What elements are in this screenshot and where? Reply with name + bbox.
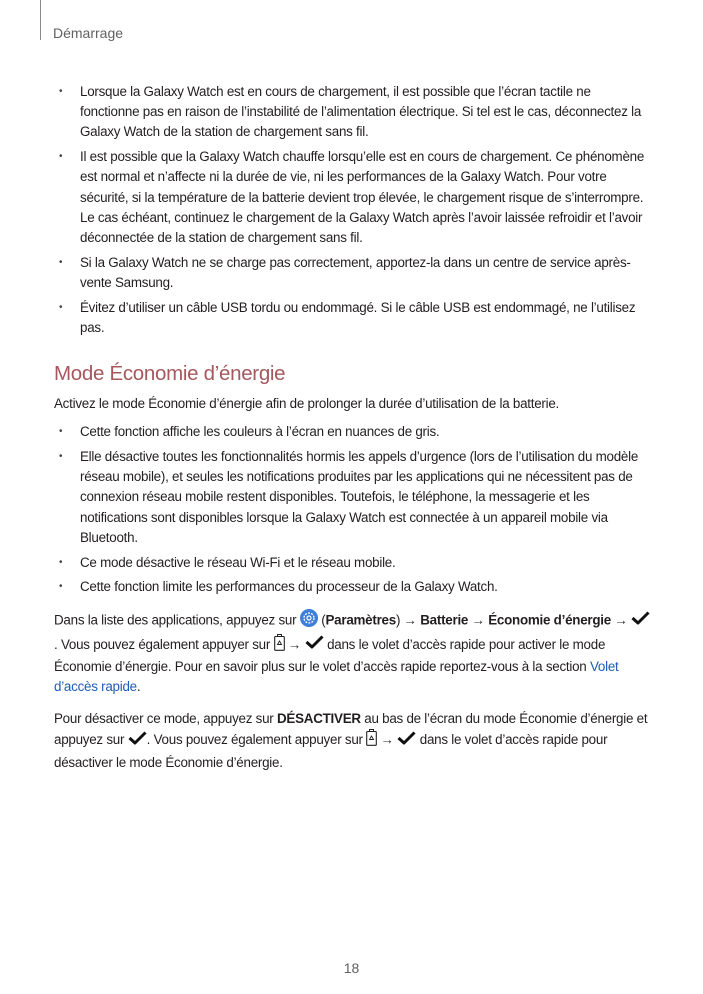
quick-panel-link[interactable]: Volet d’accès rapide <box>54 658 619 695</box>
bullet-icon: • <box>59 451 63 463</box>
chapter-header: Démarrage <box>53 25 124 41</box>
list-item: • Évitez d’utiliser un câble USB tordu ou endommagé. Si le câble USB est endommagé, ne l’utilisez pas. <box>59 299 636 335</box>
section-title: Mode Économie d’énergie <box>54 361 286 385</box>
list-item: • Cette fonction limite les performances du processeur de la Galaxy Watch. <box>54 577 652 597</box>
power-saving-battery-icon <box>366 729 377 752</box>
enable-instructions: Dans la liste des applications, appuyez sur (Paramètres) → Batterie → Économie d’énergie → . Vous pouvez également appuyer sur → dans le volet d’accès rapide pour activer le mode Économie d’énergie. Pour en savoir plus sur le volet d’accès rapide reportez-vous à la section Volet d’accès rapide. <box>54 609 652 697</box>
bullet-icon: • <box>59 256 63 268</box>
power-saving-battery-icon <box>274 634 285 657</box>
charging-notes-list <box>54 82 652 338</box>
page-content <box>54 82 652 781</box>
list-item: • Il est possible que la Galaxy Watch chauffe lorsqu’elle est en cours de chargement. Ce phénomène est normal et n’affecte ni la durée de vie, ni les performances de la Galaxy Watch. Pour votre sécurité, si la température de la batterie devient trop élevée, le chargement risque de s’interrompre. Le cas échéant, continuez le chargement de la Galaxy Watch après l’avoir laissée refroidir et l’avoir déconnectée de la station de chargement sans fil. <box>59 149 645 245</box>
bullet-icon: • <box>59 426 63 438</box>
bullet-icon: • <box>59 556 63 568</box>
list-item: • Ce mode désactive le réseau Wi-Fi et le réseau mobile. <box>54 553 652 573</box>
page-number: 18 <box>343 960 360 976</box>
list-item: • Elle désactive toutes les fonctionnalités hormis les appels d’urgence (lors de l’utilisation du modèle réseau mobile), et seules les notifications produites par les applications qui ne nécessitent pas de connexion réseau mobile restent disponibles. Toutefois, le téléphone, la messagerie et les notifications sont disponibles lorsque la Galaxy Watch est connectée à un appareil mobile via Bluetooth. <box>59 449 639 545</box>
power-saving-features-list <box>54 422 652 597</box>
checkmark-icon <box>305 635 324 655</box>
list-item: • Cette fonction affiche les couleurs à l’écran en nuances de gris. <box>54 422 652 442</box>
settings-gear-icon <box>300 609 318 633</box>
bullet-icon: • <box>59 581 63 593</box>
bullet-icon: • <box>59 301 63 313</box>
checkmark-icon <box>397 731 416 751</box>
list-item: • Si la Galaxy Watch ne se charge pas correctement, apportez-la dans un centre de service après-vente Samsung. <box>59 254 631 290</box>
checkmark-icon <box>631 611 650 631</box>
checkmark-icon <box>128 731 147 751</box>
margin-rule <box>40 0 41 40</box>
disable-instructions: Pour désactiver ce mode, appuyez sur DÉSACTIVER au bas de l’écran du mode Économie d’énergie et appuyez sur . Vous pouvez également appuyer sur → dans le volet d’accès rapide pour désactiver le mode Économie d’énergie. <box>54 711 648 770</box>
section-intro: Activez le mode Économie d’énergie afin de prolonger la durée d’utilisation de la batterie. <box>54 396 560 412</box>
bullet-icon: • <box>59 151 63 163</box>
list-item: • Lorsque la Galaxy Watch est en cours de chargement, il est possible que l’écran tactile ne fonctionne pas en raison de l’instabilité de l’alimentation électrique. Si tel est le cas, déconnectez la Galaxy Watch de la station de chargement sans fil. <box>59 84 642 140</box>
bullet-icon: • <box>59 86 63 97</box>
